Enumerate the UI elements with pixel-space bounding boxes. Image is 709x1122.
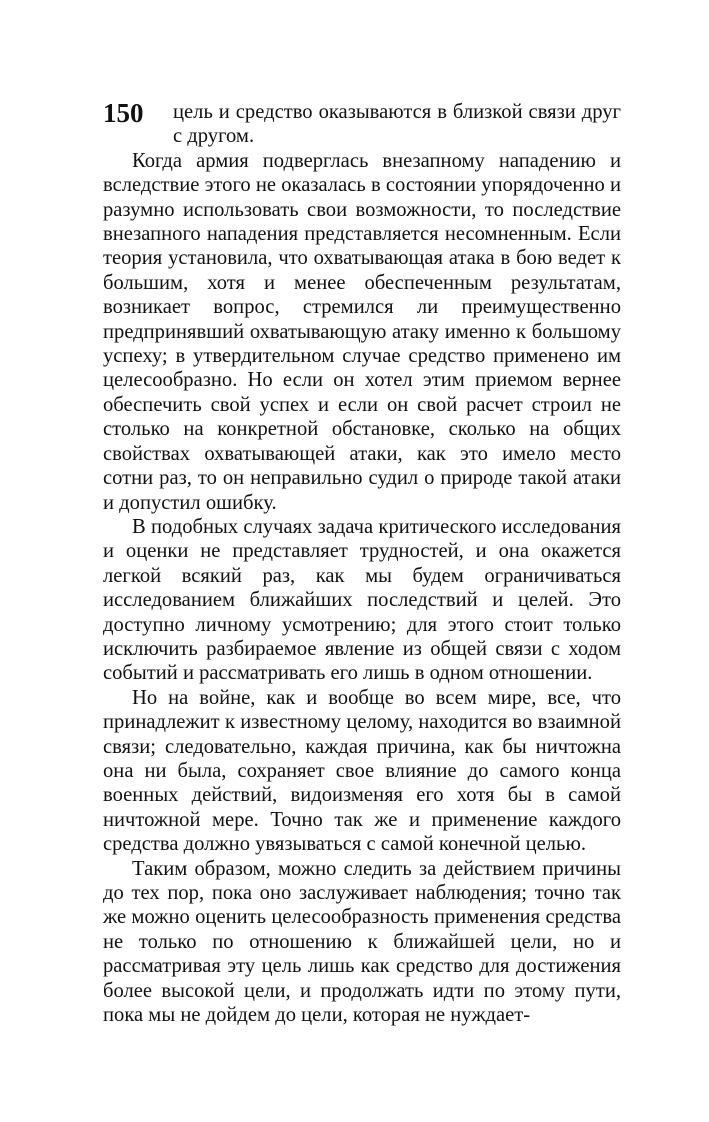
page-number: 150	[103, 98, 144, 128]
paragraph-continued: цель и средство оказываются в близкой связи друг с другом.	[173, 101, 621, 148]
body-text	[103, 100, 621, 1027]
paragraph: Но на войне, как и вообще во всем мире, все, что принадлежит к известному целому, находится во взаимной связи; следовательно, каждая причина, как бы ничтожна она ни была, сохраняет свое влияние до самого конца военных действий, видоизменяя его хотя бы в самой ничтожной мере. Точно так же и применение каждого средства должно увязываться с самой конечной целью.	[103, 686, 621, 856]
paragraph: Когда армия подверглась внезапному нападению и вследствие этого не оказалась в состоянии упорядоченно и разумно использовать свои возможности, то последствие внезапного нападения представляется несомненным. Если теория установила, что охватывающая атака в бою ведет к большим, хотя и менее обеспеченным результатам, возникает вопрос, стремился ли преимущественно предпринявший охватывающую атаку именно к большому успеху; в утвердительном случае средство применено им целесообразно. Но если он хотел этим приемом вернее обеспечить свой успех и если он свой расчет строил не столько на конкретной обстановке, сколько на общих свойствах охватывающей атаки, как это имело место сотни раз, то он неправильно судил о природе такой атаки и допустил ошибку.	[103, 149, 621, 514]
paragraph: Таким образом, можно следить за действием причины до тех пор, пока оно заслуживает наблюдения; точно так же можно оценить целесообразность применения средства не только по отношению к ближайшей цели, но и рассматривая эту цель лишь как средство для достижения более высокой цели, и продолжать идти по этому пути, пока мы не дойдем до цели, которая не нуждает-	[103, 857, 621, 1027]
paragraph: В подобных случаях задача критического исследования и оценки не представляет трудностей, и она окажется легкой всякий раз, как мы будем ограничиваться исследованием ближайших последствий и целей. Это доступно личному усмотрению; для этого стоит только исключить разбираемое явление из общей связи с ходом событий и рассматривать его лишь в одном отношении.	[103, 515, 621, 685]
